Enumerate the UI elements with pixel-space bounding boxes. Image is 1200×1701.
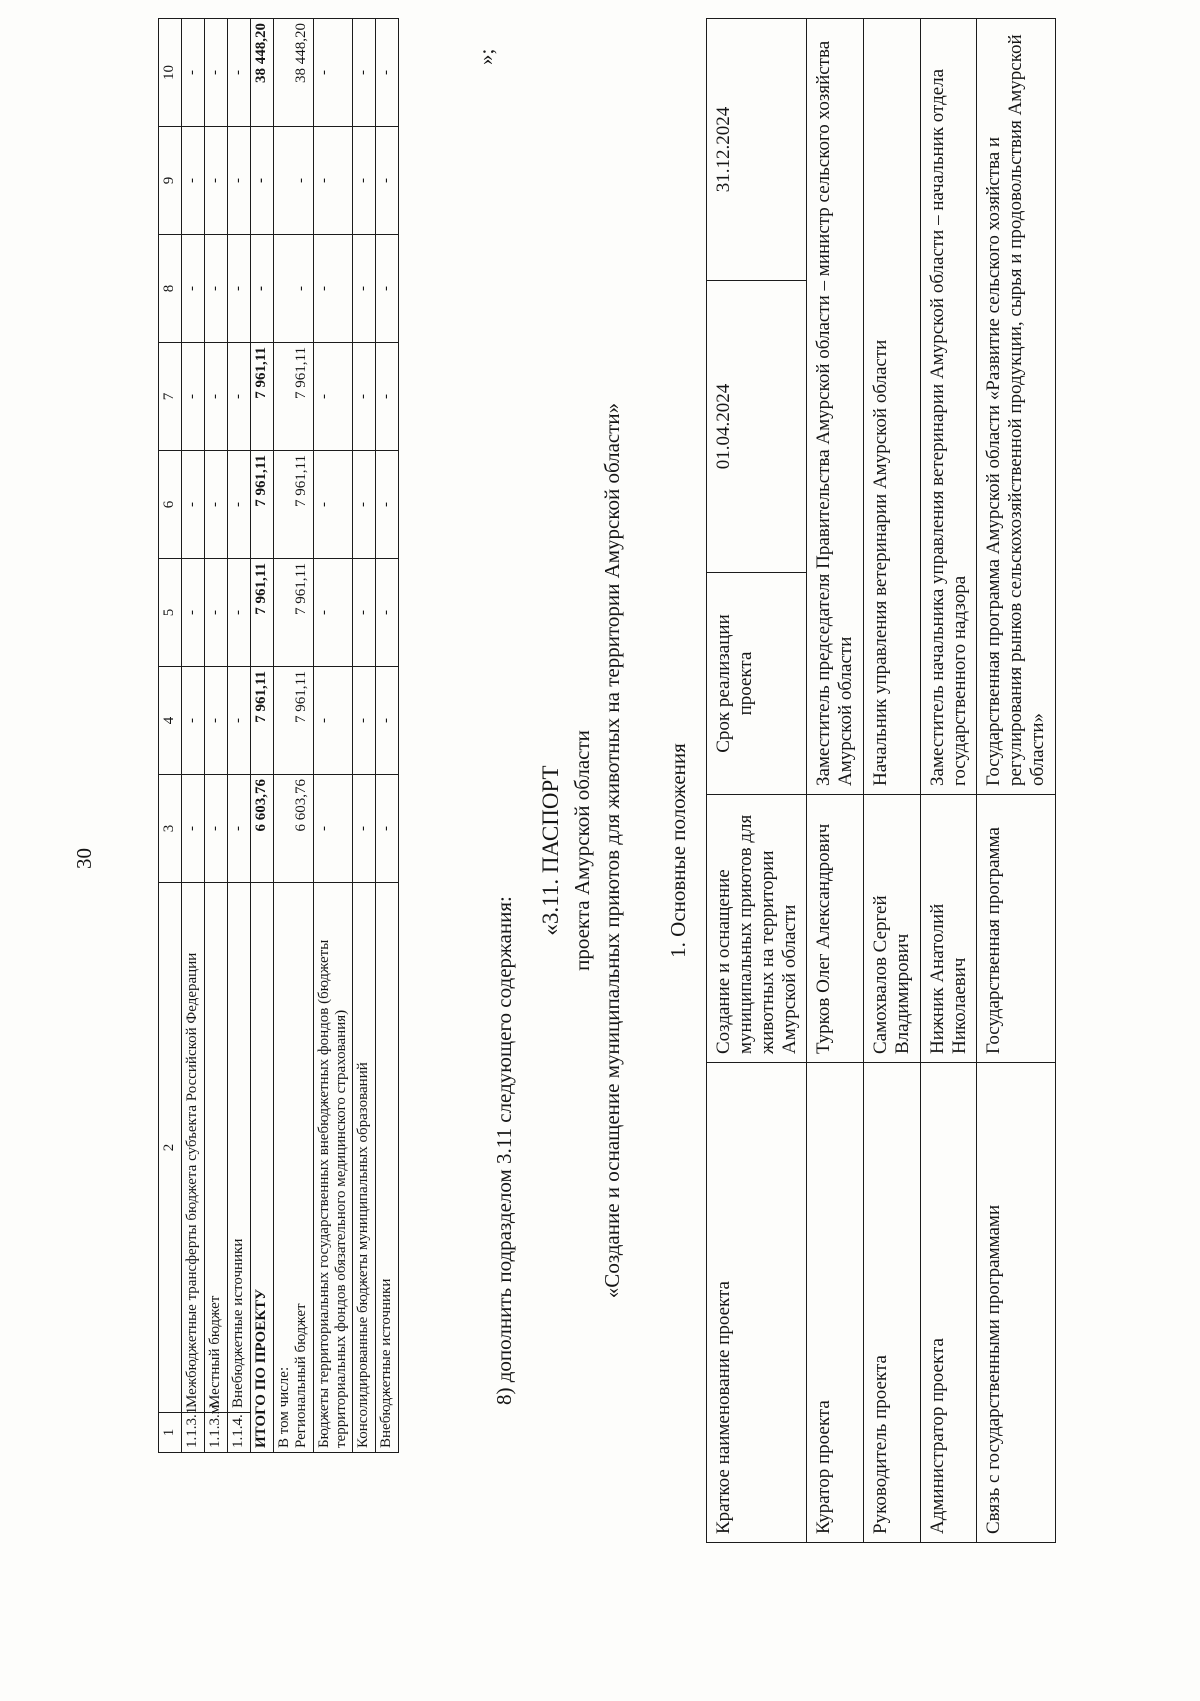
value-cell: - [228,559,251,667]
value-cell: 7 961,11 [274,667,314,775]
passport-row [977,19,1056,1543]
value-cell: 7 961,11 [274,343,314,451]
value-cell: - [376,775,399,883]
table-row [313,19,353,1453]
value-cell: - [205,775,228,883]
term-label: Срок реализации проекта [707,573,807,795]
value-cell: - [313,667,353,775]
header-cell: 4 [159,667,182,775]
value-cell: 7 961,11 [251,559,274,667]
value-cell: - [313,775,353,883]
passport-row-label: Администратор проекта [920,1063,977,1543]
table-row [376,19,399,1453]
header-cell: 10 [159,19,182,127]
value-cell: - [205,19,228,127]
passport-row-position: Заместитель начальника управления ветеринарии Амурской области – начальник отдела государственного надзора [920,19,977,795]
header-cell: 3 [159,775,182,883]
page-number: 30 [72,848,96,869]
value-cell: - [313,559,353,667]
value-cell: - [376,127,399,235]
row-name: Внебюджетные источники [228,883,251,1413]
table-row [274,19,314,1453]
value-cell: - [376,559,399,667]
value-cell: - [182,343,205,451]
value-cell: - [228,775,251,883]
value-cell: - [228,343,251,451]
value-cell: 6 603,76 [274,775,314,883]
short-name-label: Краткое наименование проекта [707,1063,807,1543]
value-cell: - [313,451,353,559]
row-name: Местный бюджет [205,883,228,1413]
row-name: Бюджеты территориальных государственных внебюджетных фондов (бюджеты территориальных фондов обязательного медицинского страхования) [313,883,353,1453]
value-cell: - [376,667,399,775]
value-cell: 7 961,11 [251,451,274,559]
value-cell: - [205,235,228,343]
row-name: В том числе: Региональный бюджет [274,883,314,1453]
passport-row [864,19,921,1543]
row-code: 1.1.3.1. [182,1413,205,1453]
passport-row-label: Связь с государственными программами [977,1063,1056,1543]
value-cell: - [228,127,251,235]
row-name: Межбюджетные трансферты бюджета субъекта Российской Федерации [182,883,205,1413]
value-cell: - [205,343,228,451]
value-cell: - [313,19,353,127]
value-cell: - [205,127,228,235]
value-cell: - [228,667,251,775]
value-cell: - [353,559,376,667]
value-cell: - [228,19,251,127]
value-cell: - [353,451,376,559]
passport-row-position: Заместитель председателя Правительства Амурской области – министр сельского хозяйства Амурской области [807,19,864,795]
table-header-row [159,19,182,1453]
header-cell: 1 [159,1413,182,1453]
row-name: Внебюджетные источники [376,883,399,1453]
value-cell: 7 961,11 [251,667,274,775]
passport-row-label: Куратор проекта [807,1063,864,1543]
header-cell: 5 [159,559,182,667]
passport-row-label: Руководитель проекта [864,1063,921,1543]
amendment-paragraph: 8) дополнить подразделом 3.11 следующего содержания: [492,896,516,1405]
term-start: 01.04.2024 [707,281,807,573]
table-row [182,19,205,1453]
value-cell: - [182,559,205,667]
value-cell: - [353,775,376,883]
value-cell: - [353,235,376,343]
value-cell: 7 961,11 [274,559,314,667]
value-cell: - [182,235,205,343]
passport-row-position: Начальник управления ветеринарии Амурской области [864,19,921,795]
row-name: Консолидированные бюджеты муниципальных образований [353,883,376,1453]
value-cell: - [313,127,353,235]
header-cell: 8 [159,235,182,343]
value-cell: - [274,127,314,235]
table-row [205,19,228,1453]
project-full-name: «Создание и оснащение муниципальных приютов для животных на территории Амурской области» [600,402,624,1299]
value-cell: - [353,127,376,235]
finance-table [158,18,399,1453]
passport-row-person: Турков Олег Александрович [807,795,864,1063]
passport-row [920,19,977,1543]
value-cell: - [313,343,353,451]
row-code: 1.1.3.м. [205,1413,228,1453]
section-heading: 1. Основные положения [666,743,690,958]
value-cell: - [251,127,274,235]
table-row [353,19,376,1453]
passport-row-person: Государственная программа [977,795,1056,1063]
value-cell: - [182,451,205,559]
passport-row-position: Государственная программа Амурской области «Развитие сельского хозяйства и регулирования рынков сельскохозяйственной продукции, сырья и продовольствия Амурской области» [977,19,1056,795]
value-cell: - [376,235,399,343]
passport-table [706,18,1056,1543]
value-cell: - [353,19,376,127]
value-cell: - [353,343,376,451]
value-cell: - [376,343,399,451]
value-cell: 38 448,20 [251,19,274,127]
value-cell: - [274,235,314,343]
value-cell: - [205,667,228,775]
value-cell: - [228,235,251,343]
passport-row-person: Нижник Анатолий Николаевич [920,795,977,1063]
value-cell: - [251,235,274,343]
value-cell: 7 961,11 [251,343,274,451]
value-cell: 38 448,20 [274,19,314,127]
passport-subtitle: проекта Амурской области [570,730,594,971]
value-cell: 7 961,11 [274,451,314,559]
value-cell: - [313,235,353,343]
header-cell: 9 [159,127,182,235]
value-cell: - [353,667,376,775]
term-end: 31.12.2024 [707,19,807,281]
value-cell: 6 603,76 [251,775,274,883]
value-cell: - [228,451,251,559]
table-row [228,19,251,1453]
passport-row-short-name [707,19,807,1543]
row-name: ИТОГО ПО ПРОЕКТУ [251,883,274,1453]
row-code: 1.1.4. [228,1413,251,1453]
value-cell: - [182,19,205,127]
header-cell: 2 [159,883,182,1413]
table-row [251,19,274,1453]
value-cell: - [182,775,205,883]
value-cell: - [376,19,399,127]
value-cell: - [182,127,205,235]
value-cell: - [205,451,228,559]
short-name-value: Создание и оснащение муниципальных приютов для животных на территории Амурской области [707,795,807,1063]
header-cell: 6 [159,451,182,559]
closing-quote: »; [474,48,498,65]
passport-row-person: Самохвалов Сергей Владимирович [864,795,921,1063]
header-cell: 7 [159,343,182,451]
value-cell: - [182,667,205,775]
passport-title: «3.11. ПАСПОРТ [538,765,563,936]
value-cell: - [376,451,399,559]
value-cell: - [205,559,228,667]
passport-row [807,19,864,1543]
